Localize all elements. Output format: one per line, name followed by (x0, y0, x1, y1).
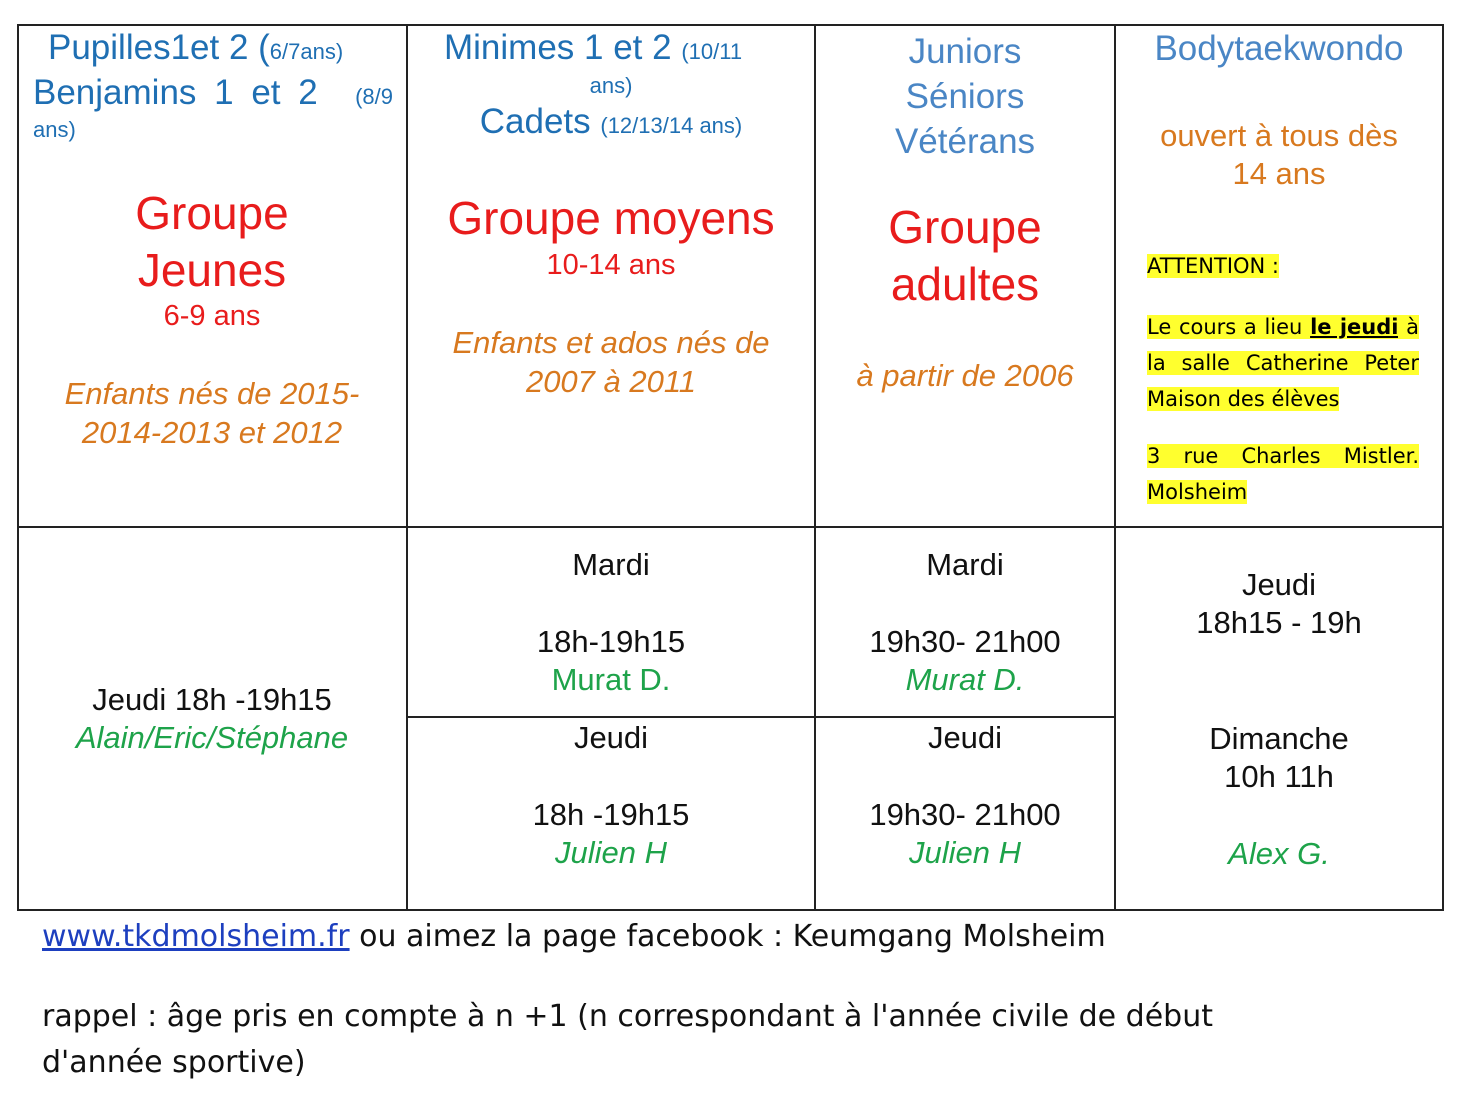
footer-reminder-line2: d'année sportive) (42, 1045, 306, 1080)
col4-slot1-day: Jeudi (1241, 567, 1317, 602)
col3-group-title (816, 199, 1114, 313)
col2-cadets-label: Cadets (479, 102, 591, 141)
col3-slot1-day: Mardi (926, 547, 1004, 582)
col1-group-ages: 6-9 ans (163, 300, 261, 332)
col1-birth-line2: 2014-2013 et 2012 (81, 415, 343, 450)
col3-slot1-time: 19h30- 21h00 (869, 624, 1061, 659)
col2-birth-line2: 2007 à 2011 (525, 364, 697, 399)
col1-benjamins-ages-cont: ans) (33, 117, 76, 142)
col2-minimes-ages-cont: ans) (589, 73, 633, 98)
col3-group-line1: Groupe (888, 201, 1042, 253)
col4-attention-label: ATTENTION : (1147, 254, 1280, 278)
table-border-top (17, 24, 1444, 26)
website-link[interactable]: www.tkdmolsheim.fr (42, 919, 350, 954)
col4-location-note (1147, 311, 1419, 419)
col3-slot1-coach: Murat D. (905, 662, 1025, 697)
col2-birth-line1: Enfants et ados nés de (452, 325, 770, 360)
col4-open-to-all (1116, 117, 1442, 193)
col3-veterans: Vétérans (894, 122, 1036, 161)
col3-slot2-day: Jeudi (927, 720, 1003, 755)
col2-category-line1 (444, 28, 742, 68)
col1-group-title (19, 185, 405, 299)
col4-attention (1147, 250, 1279, 284)
col1-pupilles-ages: 6/7ans) (269, 39, 344, 64)
col2-group-title: Groupe moyens (447, 192, 775, 244)
footer-facebook-text: ou aimez la page facebook : Keumgang Molsheim (349, 919, 1106, 954)
col3-categories (816, 29, 1114, 164)
col1-schedule: Jeudi 18h -19h15 (92, 682, 332, 717)
col2-slot2-day: Jeudi (573, 720, 649, 755)
col1-pupilles-label: Pupilles1et 2 ( (48, 28, 270, 67)
col2-category-line3 (408, 102, 814, 142)
col4-open-line2: 14 ans (1232, 156, 1326, 191)
col4-address (1147, 440, 1419, 512)
col1-benjamins-label: Benjamins 1 et 2 (33, 73, 318, 112)
col3-birth-years: à partir de 2006 (856, 358, 1074, 393)
col2-slot1-coach: Murat D. (551, 662, 671, 697)
col4-note-jeudi: le jeudi (1310, 315, 1399, 339)
col2-slot2-time: 18h -19h15 (532, 797, 690, 832)
col2-minimes-label: Minimes 1 et 2 (444, 28, 672, 67)
col4-note-part1: Le cours a lieu (1147, 315, 1311, 339)
col1-coach: Alain/Eric/Stéphane (75, 720, 349, 755)
table-border-left (17, 24, 19, 911)
table-col-divider-1 (406, 24, 408, 911)
col1-birth-years (19, 374, 405, 452)
col3-group-line2: adultes (890, 258, 1040, 310)
col4-coach: Alex G. (1228, 836, 1330, 871)
col4-note-part2: à la salle Catherine Peter Maison des élèves (1147, 315, 1420, 411)
col4-slot2-time: 10h 11h (1224, 759, 1334, 794)
table-subrow-divider (406, 716, 1116, 718)
col3-slot2-coach: Julien H (909, 835, 1021, 870)
col1-category-line2 (33, 73, 393, 113)
table-row-divider (17, 526, 1444, 528)
footer-line1 (42, 919, 1106, 954)
col2-slot1-day: Mardi (572, 547, 650, 582)
col4-title: Bodytaekwondo (1154, 29, 1404, 68)
col2-birth-years (408, 323, 814, 401)
col2-slot2-coach: Julien H (555, 835, 667, 870)
col4-address-text: 3 rue Charles Mistler. Molsheim (1147, 444, 1419, 504)
col2-group-ages: 10-14 ans (546, 249, 676, 281)
footer-reminder-line1: rappel : âge pris en compte à n +1 (n correspondant à l'année civile de début (42, 999, 1213, 1034)
table-border-bottom (17, 909, 1444, 911)
col1-benjamins-ages: (8/9 (355, 84, 393, 109)
col2-cadets-ages: (12/13/14 ans) (600, 113, 743, 138)
col1-group-line2: Jeunes (137, 244, 287, 296)
col1-group-line1: Groupe (135, 187, 289, 239)
col1-category-line1 (48, 28, 343, 68)
col3-juniors: Juniors (908, 32, 1022, 71)
table-border-right (1442, 24, 1444, 911)
col3-slot2-time: 19h30- 21h00 (869, 797, 1061, 832)
col4-slot2-day: Dimanche (1209, 721, 1349, 756)
col3-seniors: Séniors (905, 77, 1025, 116)
col4-slot1-time: 18h15 - 19h (1196, 605, 1362, 640)
col4-open-line1: ouvert à tous dès (1160, 118, 1398, 153)
col1-birth-line1: Enfants nés de 2015- (64, 376, 360, 411)
col2-slot1-time: 18h-19h15 (536, 624, 686, 659)
col2-minimes-ages: (10/11 (681, 39, 743, 64)
